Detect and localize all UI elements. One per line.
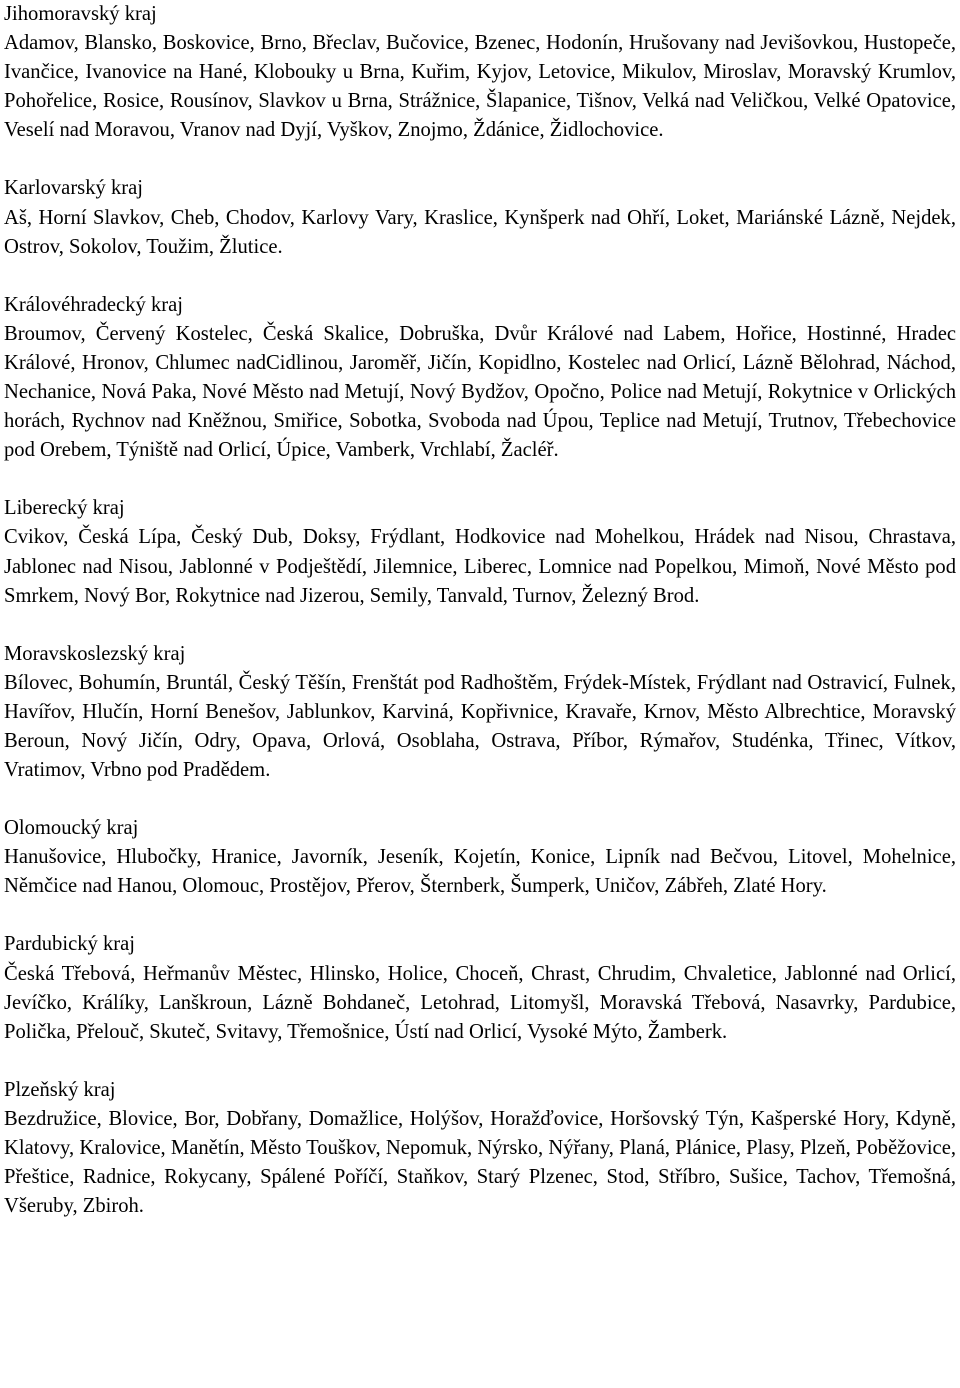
region-title: Olomoucký kraj xyxy=(4,817,139,840)
region-town-list: Česká Třebová, Heřmanův Městec, Hlinsko, Holice, Choceň, Chrast, Chrudim, Chvaletice, Jablonné nad Orlicí, Jevíčko, Králíky, Lanškroun, Lázně Bohdaneč, Letohrad, Litomyšl, Moravská Třebová, Nasavrky, Pardubice, Polička, Přelouč, Skuteč, Svitavy, Třemošnice, Ústí nad Orlicí, Vysoké Mýto, Žamberk. xyxy=(4,962,956,1043)
region-section xyxy=(4,814,956,901)
region-section xyxy=(4,930,956,1046)
region-town-list: Bezdružice, Blovice, Bor, Dobřany, Domažlice, Holýšov, Horažďovice, Horšovský Týn, Kašperské Hory, Kdyně, Klatovy, Kralovice, Manětín, Město Touškov, Nepomuk, Nýrsko, Nýřany, Planá, Plánice, Plasy, Plzeň, Poběžovice, Přeštice, Radnice, Rokycany, Spálené Poříčí, Staňkov, Starý Plzenec, Stod, Stříbro, Sušice, Tachov, Třemošná, Všeruby, Zbiroh. xyxy=(4,1107,956,1218)
region-title: Královéhradecký kraj xyxy=(4,293,183,316)
region-section xyxy=(4,291,956,466)
region-title: Karlovarský kraj xyxy=(4,177,143,200)
region-town-list: Cvikov, Česká Lípa, Český Dub, Doksy, Frýdlant, Hodkovice nad Mohelkou, Hrádek nad Nisou, Chrastava, Jablonec nad Nisou, Jablonné v Podještědí, Jilemnice, Liberec, Lomnice nad Popelkou, Mimoň, Nové Město pod Smrkem, Nový Bor, Rokytnice nad Jizerou, Semily, Tanvald, Turnov, Železný Brod. xyxy=(4,526,956,607)
region-town-list: Bílovec, Bohumín, Bruntál, Český Těšín, Frenštát pod Radhoštěm, Frýdek-Místek, Frýdlant nad Ostravicí, Fulnek, Havířov, Hlučín, Horní Benešov, Jablunkov, Karviná, Kopřivnice, Kravaře, Krnov, Město Albrechtice, Moravský Beroun, Nový Jičín, Odry, Opava, Orlová, Osoblaha, Ostrava, Příbor, Rýmařov, Studénka, Třinec, Vítkov, Vratimov, Vrbno pod Pradědem. xyxy=(4,671,956,782)
region-town-list: Aš, Horní Slavkov, Cheb, Chodov, Karlovy Vary, Kraslice, Kynšperk nad Ohří, Loket, Mariánské Lázně, Nejdek, Ostrov, Sokolov, Toužim, Žlutice. xyxy=(4,206,956,258)
region-section xyxy=(4,640,956,785)
region-section xyxy=(4,0,956,145)
region-title: Pardubický kraj xyxy=(4,933,135,956)
region-town-list: Broumov, Červený Kostelec, Česká Skalice, Dobruška, Dvůr Králové nad Labem, Hořice, Hostinné, Hradec Králové, Hronov, Chlumec nadCidlinou, Jaroměř, Jičín, Kopidlno, Kostelec nad Orlicí, Lázně Bělohrad, Náchod, Nechanice, Nová Paka, Nové Město nad Metují, Nový Bydžov, Opočno, Police nad Metují, Rokytnice v Orlických horách, Rychnov nad Kněžnou, Smiřice, Sobotka, Svoboda nad Úpou, Teplice nad Metují, Trutnov, Třebechovice pod Orebem, Týniště nad Orlicí, Úpice, Vamberk, Vrchlabí, Žacléř. xyxy=(4,322,956,462)
region-title: Moravskoslezský kraj xyxy=(4,642,186,665)
region-title: Jihomoravský kraj xyxy=(4,3,157,25)
region-section xyxy=(4,174,956,261)
region-title: Liberecký kraj xyxy=(4,497,125,520)
region-section xyxy=(4,1076,956,1221)
region-section xyxy=(4,494,956,610)
region-town-list: Hanušovice, Hlubočky, Hranice, Javorník, Jeseník, Kojetín, Konice, Lipník nad Bečvou, Litovel, Mohelnice, Němčice nad Hanou, Olomouc, Prostějov, Přerov, Šternberk, Šumperk, Uničov, Zábřeh, Zlaté Hory. xyxy=(4,846,956,898)
region-title: Plzeňský kraj xyxy=(4,1078,116,1101)
region-town-list: Adamov, Blansko, Boskovice, Brno, Břeclav, Bučovice, Bzenec, Hodonín, Hrušovany nad Jevišovkou, Hustopeče, Ivančice, Ivanovice na Hané, Klobouky u Brna, Kuřim, Kyjov, Letovice, Mikulov, Miroslav, Moravský Krumlov, Pohořelice, Rosice, Rousínov, Slavkov u Brna, Strážnice, Šlapanice, Tišnov, Velká nad Veličkou, Velké Opatovice, Veselí nad Moravou, Vranov nad Dyjí, Vyškov, Znojmo, Ždánice, Židlochovice. xyxy=(4,32,956,142)
